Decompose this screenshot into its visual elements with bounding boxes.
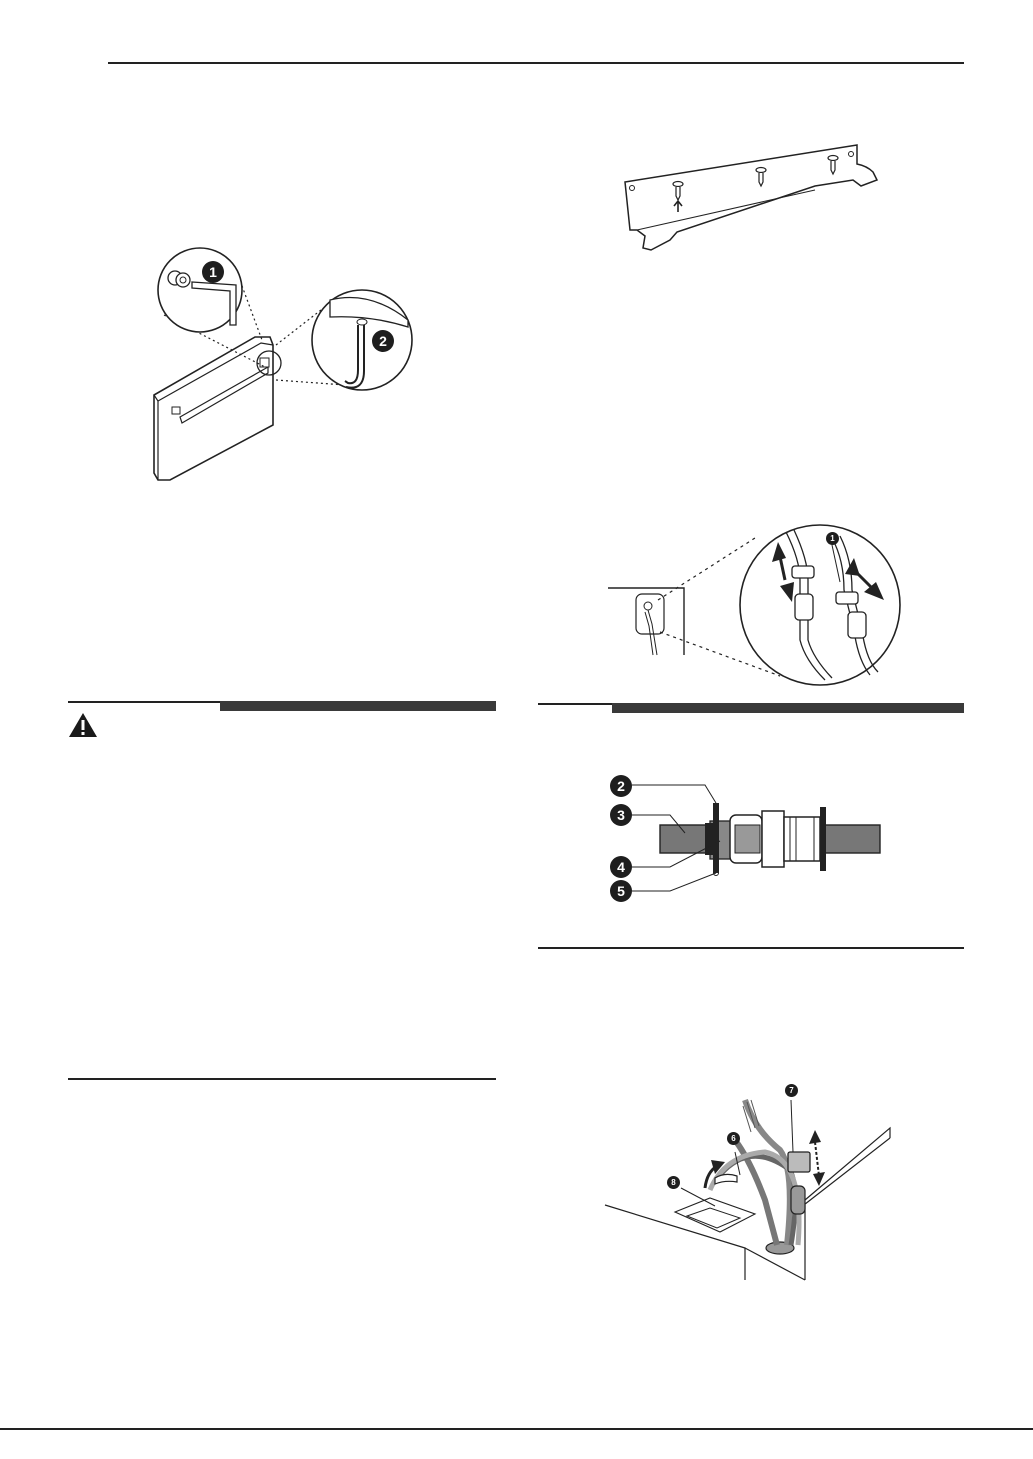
figure-fitting-detail <box>610 775 890 905</box>
wire-harness-illustration <box>605 1080 905 1280</box>
door-handle-illustration <box>140 245 430 485</box>
footer-rule <box>0 1428 1033 1430</box>
figure-wire-harness <box>605 1080 905 1280</box>
callout-badge: 6 <box>727 1132 740 1145</box>
fitting-illustration <box>610 775 890 905</box>
callout-badge: 1 <box>826 532 839 545</box>
callout-badge: 1 <box>202 261 224 283</box>
header-rule <box>108 62 964 64</box>
callout-badge: 8 <box>667 1176 680 1189</box>
callout-badge: 7 <box>785 1084 798 1097</box>
callout-badge: 5 <box>610 880 632 902</box>
bracket-illustration <box>615 140 885 260</box>
section-bar-left <box>220 701 496 711</box>
callout-badge: 4 <box>610 856 632 878</box>
figure-door-handle <box>140 245 430 485</box>
warning-icon <box>68 712 98 738</box>
section-end-rule-left <box>68 1078 496 1080</box>
section-end-rule-right <box>538 947 964 949</box>
section-bar-right <box>612 703 964 713</box>
figure-bracket-screws <box>615 140 885 260</box>
tube-coupling-illustration <box>600 520 920 690</box>
callout-badge: 2 <box>610 775 632 797</box>
figure-tube-coupling <box>600 520 920 690</box>
callout-badge: 2 <box>372 330 394 352</box>
callout-badge: 3 <box>610 804 632 826</box>
